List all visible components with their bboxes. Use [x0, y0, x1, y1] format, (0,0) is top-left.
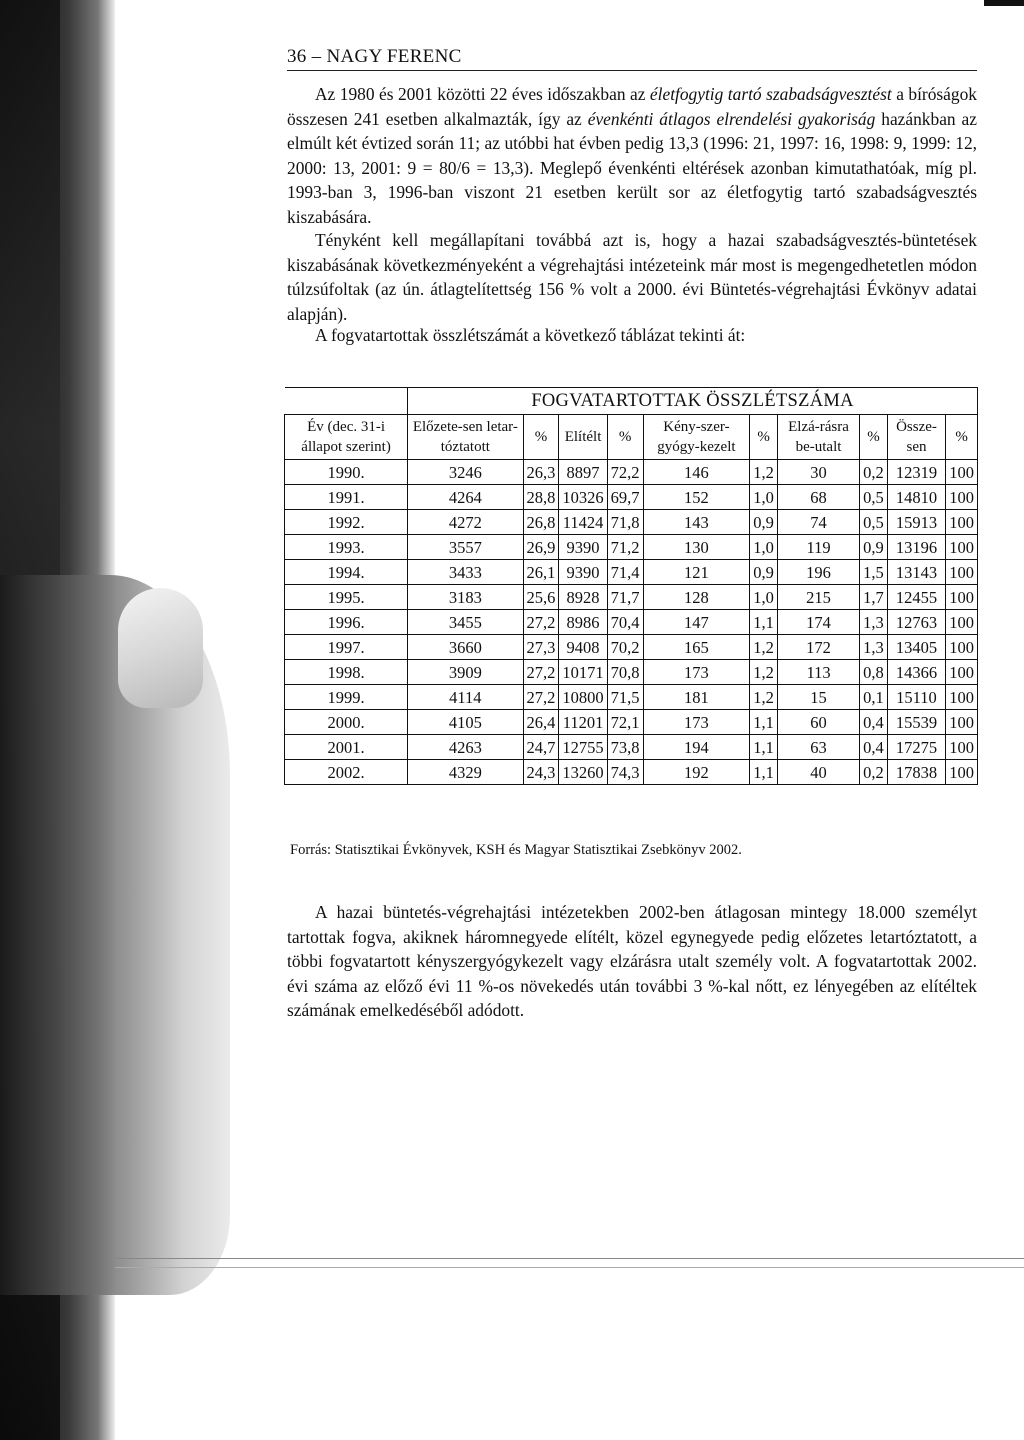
table-cell: 15913: [887, 510, 945, 535]
table-cell: 173: [643, 710, 750, 735]
table-row: [285, 535, 978, 560]
table-cell: 119: [777, 535, 859, 560]
table-cell: 40: [777, 760, 859, 785]
column-header: Előzete-sen letar-tóztatott: [408, 415, 523, 460]
table-cell: 71,5: [607, 685, 643, 710]
table-row: [285, 585, 978, 610]
table-cell: 0,8: [860, 660, 888, 685]
table-title-row: [285, 388, 978, 415]
column-header: Elítélt: [559, 415, 607, 460]
table-cell: 1,1: [750, 735, 778, 760]
table-cell: 15539: [887, 710, 945, 735]
table-cell: 0,9: [750, 510, 778, 535]
year-cell: 1996.: [285, 610, 408, 635]
table-cell: 194: [643, 735, 750, 760]
header-text: 36 – NAGY FERENC: [287, 46, 462, 67]
table-cell: 25,6: [523, 585, 559, 610]
paragraph-3: [287, 323, 977, 348]
table-cell: 4264: [408, 485, 523, 510]
table-row: [285, 710, 978, 735]
column-header: Össze-sen: [887, 415, 945, 460]
table-cell: 3909: [408, 660, 523, 685]
table-cell: 1,0: [750, 485, 778, 510]
paragraph-1-text: [287, 82, 977, 229]
table-cell: 73,8: [607, 735, 643, 760]
table-cell: 8986: [559, 610, 607, 635]
year-cell: 1990.: [285, 460, 408, 485]
table-cell: 26,3: [523, 460, 559, 485]
table-cell: 100: [946, 660, 978, 685]
table-cell: 27,2: [523, 610, 559, 635]
table-cell: 196: [777, 560, 859, 585]
table-cell: 71,2: [607, 535, 643, 560]
table-cell: 17838: [887, 760, 945, 785]
table-cell: 71,8: [607, 510, 643, 535]
column-header: %: [860, 415, 888, 460]
table-cell: 1,2: [750, 460, 778, 485]
fingernail-image: [118, 588, 203, 708]
table-cell: 0,5: [860, 510, 888, 535]
paragraph-4-text: A hazai büntetés-végrehajtási intézetekben 2002-ben átlagosan mintegy 18.000 személyt tartottak fogva, akiknek háromnegyede elítélt, közel egynegyede pedig előzetes letartóztatott, a többi fogvatartott kényszergyógykezelt vagy elzárásra utalt személy volt. A fogvatartottak 2002. évi száma az előző évi 11 %-os növekedés után további 3 %-kal nőtt, ez lényegében az elítéltek számának emelkedéséből adódott.: [287, 902, 977, 1020]
table-cell: 3660: [408, 635, 523, 660]
table-cell: 1,2: [750, 685, 778, 710]
table-cell: 100: [946, 760, 978, 785]
table-cell: 8928: [559, 585, 607, 610]
paragraph-3-text: A fogvatartottak összlétszámát a következő táblázat tekinti át:: [315, 325, 746, 345]
table-title-spacer: [285, 388, 408, 415]
table-cell: 0,1: [860, 685, 888, 710]
table-cell: 8897: [559, 460, 607, 485]
table-cell: 1,3: [860, 610, 888, 635]
table-cell: 71,7: [607, 585, 643, 610]
table-cell: 147: [643, 610, 750, 635]
table-cell: 12755: [559, 735, 607, 760]
p1-text-3: hazánkban az elmúlt két évtized során 11; az utóbbi hat évben pedig 13,3 (1996: 21, 1997: 16, 1998: 9, 1999: 12, 2000: 13, 2001: 9 = 80/6 = 13,3). Meglepő évenkénti eltérések azonban kimutathatóak, míg pl. 1993-ban 3, 1996-ban viszont 21 esetben került sor az életfogytig tartó szabadságvesztés kiszabására.: [287, 108, 977, 227]
table-cell: 70,2: [607, 635, 643, 660]
table-cell: 14810: [887, 485, 945, 510]
table-cell: 1,1: [750, 610, 778, 635]
table-cell: 13196: [887, 535, 945, 560]
table-cell: 13260: [559, 760, 607, 785]
table-row: [285, 685, 978, 710]
table-cell: 1,2: [750, 660, 778, 685]
table-cell: 10326: [559, 485, 607, 510]
table-cell: 24,7: [523, 735, 559, 760]
table-cell: 26,8: [523, 510, 559, 535]
table-title: FOGVATARTOTTAK ÖSSZLÉTSZÁMA: [408, 388, 978, 415]
table-cell: 100: [946, 535, 978, 560]
table-cell: 11201: [559, 710, 607, 735]
table-cell: 12455: [887, 585, 945, 610]
table-cell: 100: [946, 560, 978, 585]
table-row: [285, 510, 978, 535]
year-cell: 1997.: [285, 635, 408, 660]
table-cell: 4105: [408, 710, 523, 735]
table-cell: 27,2: [523, 660, 559, 685]
table-cell: 9390: [559, 560, 607, 585]
year-cell: 1995.: [285, 585, 408, 610]
table-cell: 1,5: [860, 560, 888, 585]
corner-mark: [984, 0, 1024, 6]
table-cell: 15: [777, 685, 859, 710]
table-cell: 0,5: [860, 485, 888, 510]
table-cell: 192: [643, 760, 750, 785]
table-cell: 15110: [887, 685, 945, 710]
table-cell: 0,2: [860, 760, 888, 785]
year-cell: 1999.: [285, 685, 408, 710]
running-header: [287, 46, 977, 71]
table-cell: 113: [777, 660, 859, 685]
table-cell: 69,7: [607, 485, 643, 510]
table-cell: 26,1: [523, 560, 559, 585]
table-row: [285, 485, 978, 510]
year-cell: 1992.: [285, 510, 408, 535]
table-cell: 1,1: [750, 760, 778, 785]
table-cell: 152: [643, 485, 750, 510]
table-cell: 9408: [559, 635, 607, 660]
column-header: %: [946, 415, 978, 460]
table-header-row: [285, 415, 978, 460]
table-cell: 17275: [887, 735, 945, 760]
table-cell: 70,8: [607, 660, 643, 685]
table-row: [285, 735, 978, 760]
table-cell: 30: [777, 460, 859, 485]
table-cell: 128: [643, 585, 750, 610]
table-cell: 4114: [408, 685, 523, 710]
year-cell: 2001.: [285, 735, 408, 760]
table-cell: 68: [777, 485, 859, 510]
table-cell: 12763: [887, 610, 945, 635]
year-cell: 2000.: [285, 710, 408, 735]
table-cell: 71,4: [607, 560, 643, 585]
table-cell: 1,0: [750, 585, 778, 610]
table-cell: 181: [643, 685, 750, 710]
table-row: [285, 560, 978, 585]
table-cell: 174: [777, 610, 859, 635]
table-cell: 172: [777, 635, 859, 660]
table-cell: 0,9: [750, 560, 778, 585]
year-cell: 1994.: [285, 560, 408, 585]
table-cell: 11424: [559, 510, 607, 535]
table-cell: 146: [643, 460, 750, 485]
table-row: [285, 660, 978, 685]
table-row: [285, 760, 978, 785]
table-row: [285, 635, 978, 660]
column-header: Kény-szer-gyógy-kezelt: [643, 415, 750, 460]
p1-text-1: Az 1980 és 2001 közötti 22 éves időszakban az: [315, 84, 650, 104]
table-cell: 121: [643, 560, 750, 585]
table-cell: 72,1: [607, 710, 643, 735]
p1-emphasis-2: évenkénti átlagos elrendelési gyakoriság: [587, 108, 876, 129]
table-row: [285, 610, 978, 635]
table-cell: 12319: [887, 460, 945, 485]
table-cell: 63: [777, 735, 859, 760]
table-cell: 3183: [408, 585, 523, 610]
column-header: Elzá-rásra be-utalt: [777, 415, 859, 460]
table-cell: 3455: [408, 610, 523, 635]
table-cell: 26,9: [523, 535, 559, 560]
column-header: Év (dec. 31-i állapot szerint): [285, 415, 408, 460]
table-cell: 1,7: [860, 585, 888, 610]
table-cell: 100: [946, 460, 978, 485]
table-cell: 1,0: [750, 535, 778, 560]
table-body: [285, 460, 978, 785]
table-cell: 100: [946, 510, 978, 535]
table-cell: 215: [777, 585, 859, 610]
table-cell: 13143: [887, 560, 945, 585]
paragraph-2-text: Tényként kell megállapítani továbbá azt is, hogy a hazai szabadságvesztés-büntetések kiszabásának következményeként a végrehajtási intézeteink már most is megengedhetetlen módon túlzsúfoltak (az ún. átlagtelítettség 156 % volt a 2000. évi Büntetés-végrehajtási Évkönyv adatai alapján).: [287, 230, 977, 324]
year-cell: 1991.: [285, 485, 408, 510]
table-cell: 4272: [408, 510, 523, 535]
column-header: %: [523, 415, 559, 460]
column-header: %: [750, 415, 778, 460]
table-cell: 100: [946, 610, 978, 635]
table-cell: 9390: [559, 535, 607, 560]
table-cell: 130: [643, 535, 750, 560]
table-cell: 100: [946, 585, 978, 610]
table-cell: 4329: [408, 760, 523, 785]
table-cell: 10171: [559, 660, 607, 685]
table-cell: 72,2: [607, 460, 643, 485]
year-cell: 1998.: [285, 660, 408, 685]
table-cell: 100: [946, 710, 978, 735]
table-source: Forrás: Statisztikai Évkönyvek, KSH és Magyar Statisztikai Zsebkönyv 2002.: [290, 842, 742, 858]
table-cell: 28,8: [523, 485, 559, 510]
table-cell: 0,4: [860, 735, 888, 760]
table-cell: 143: [643, 510, 750, 535]
table-cell: 100: [946, 735, 978, 760]
year-cell: 1993.: [285, 535, 408, 560]
table-cell: 70,4: [607, 610, 643, 635]
table-cell: 10800: [559, 685, 607, 710]
table-cell: 24,3: [523, 760, 559, 785]
paragraph-1: [287, 82, 977, 229]
table-cell: 14366: [887, 660, 945, 685]
prisoner-statistics-table: [284, 387, 978, 785]
year-cell: 2002.: [285, 760, 408, 785]
table-cell: 1,1: [750, 710, 778, 735]
table-cell: 27,3: [523, 635, 559, 660]
table-row: [285, 460, 978, 485]
table-cell: 60: [777, 710, 859, 735]
table-cell: 27,2: [523, 685, 559, 710]
paragraph-4: [287, 900, 977, 1023]
table-cell: 13405: [887, 635, 945, 660]
page-bottom-lines: [115, 1258, 1024, 1268]
table-cell: 26,4: [523, 710, 559, 735]
table-cell: 100: [946, 485, 978, 510]
p1-text-2: a bíróságok összesen 241 esetben alkalmazták, így az: [287, 84, 977, 129]
table-cell: 74: [777, 510, 859, 535]
table-cell: 3557: [408, 535, 523, 560]
table-cell: 1,3: [860, 635, 888, 660]
p1-emphasis-1: életfogytig tartó szabadságvesztést: [649, 84, 892, 104]
column-header: %: [607, 415, 643, 460]
table-cell: 0,9: [860, 535, 888, 560]
table-cell: 4263: [408, 735, 523, 760]
table-cell: 100: [946, 635, 978, 660]
table-cell: 173: [643, 660, 750, 685]
table-cell: 0,4: [860, 710, 888, 735]
table-cell: 3433: [408, 560, 523, 585]
table-cell: 74,3: [607, 760, 643, 785]
table-cell: 1,2: [750, 635, 778, 660]
table-cell: 3246: [408, 460, 523, 485]
table-cell: 165: [643, 635, 750, 660]
table-cell: 100: [946, 685, 978, 710]
table-cell: 0,2: [860, 460, 888, 485]
paragraph-2: [287, 228, 977, 326]
